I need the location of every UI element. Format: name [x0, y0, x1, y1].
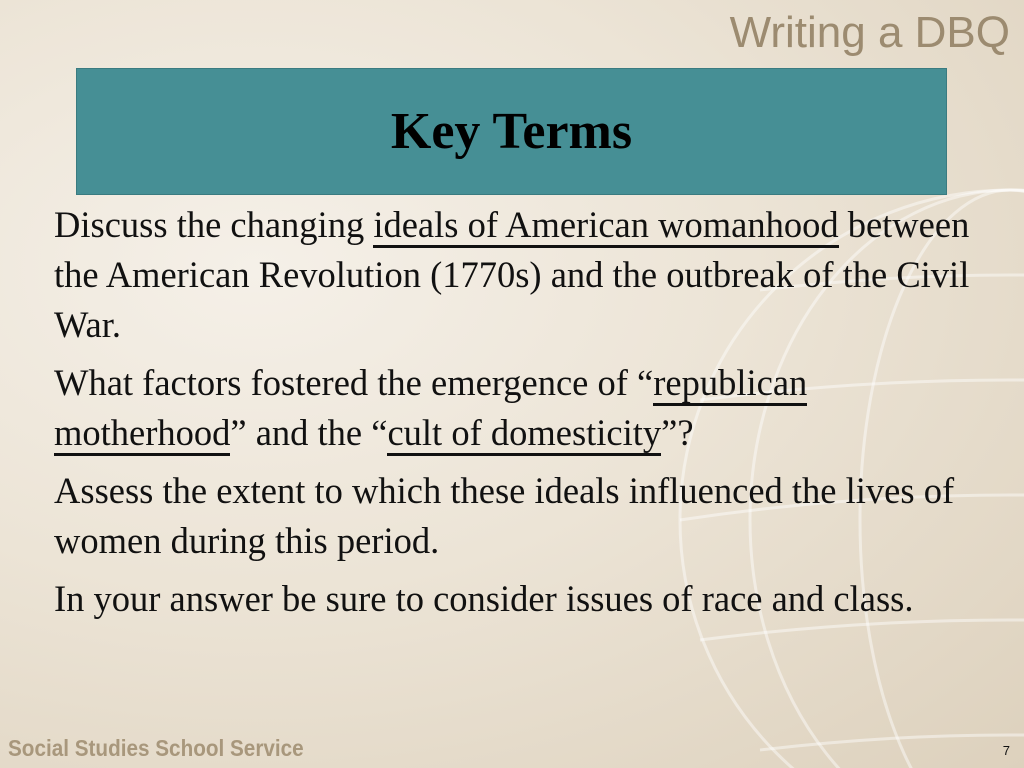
- paragraph-4: In your answer be sure to consider issues of race and class.: [54, 578, 914, 619]
- brand-title: Writing a DBQ: [729, 8, 1010, 57]
- slide-title: Key Terms: [390, 103, 633, 160]
- paragraph-2-text-a: What factors fostered the emergence of “: [54, 362, 654, 403]
- slide-body: [54, 200, 1004, 632]
- paragraph-2: [54, 358, 1004, 458]
- fill-in-blank-1: ideals of American womanhood: [373, 204, 838, 248]
- title-banner: [76, 68, 947, 195]
- page-number: 7: [1002, 743, 1010, 758]
- publisher-footer: Social Studies School Service: [8, 735, 304, 761]
- paragraph-1: [54, 200, 1004, 350]
- paragraph-1-text-a: Discuss the changing: [54, 204, 374, 245]
- fill-in-blank-2: republican motherhood: [54, 362, 807, 456]
- fill-in-blank-3: cult of domesticity: [387, 412, 661, 456]
- paragraph-3: Assess the extent to which these ideals influenced the lives of women during this period.: [54, 470, 955, 561]
- paragraph-2-text-e: ”?: [661, 412, 694, 453]
- paragraph-2-text-c: ” and the “: [230, 412, 388, 453]
- paragraph-1-text-c: between the American Revolution (1770s) and the outbreak of the Civil War.: [54, 204, 970, 345]
